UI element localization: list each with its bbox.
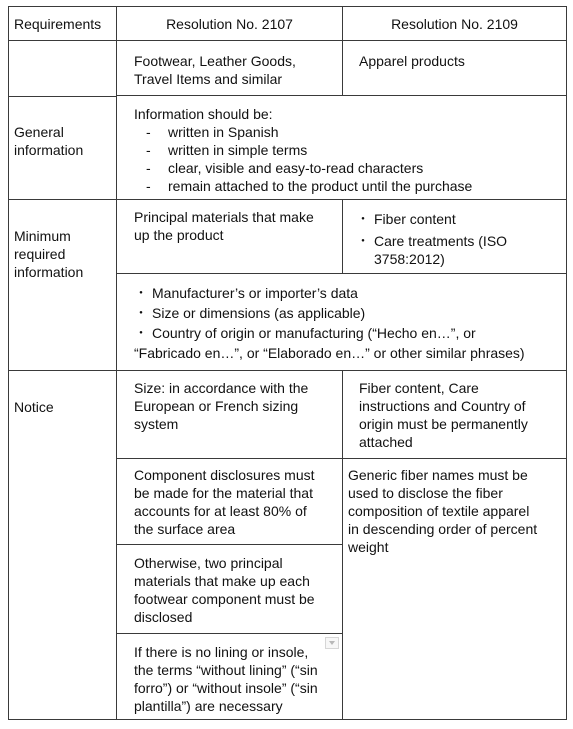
table-border-top <box>8 6 567 7</box>
minimum-shared-item-continued: “Fabricado en…”, or “Elaborado en…” or other similar phrases) <box>134 345 525 361</box>
notice-label: Notice <box>14 399 54 415</box>
notice-generic-line-5: weight <box>348 539 389 555</box>
notice-generic-line-2: used to disclose the fiber <box>348 485 503 501</box>
minimum-2107-line-2: up the product <box>134 227 224 243</box>
minimum-shared-list <box>134 284 476 342</box>
scope-2107-line-1: Footwear, Leather Goods, <box>134 53 296 69</box>
table-border-right <box>566 6 567 720</box>
minimum-shared-item: ・ Size or dimensions (as applicable) <box>134 304 476 324</box>
minimum-2109-item: ・ Fiber content <box>356 210 507 232</box>
general-label-line-1: General <box>14 124 64 140</box>
chevron-down-icon[interactable] <box>325 637 339 649</box>
column-divider-1 <box>116 6 117 720</box>
general-intro: Information should be: <box>134 106 273 122</box>
minimum-label-line-1: Minimum <box>14 228 71 244</box>
minimum-label-line-2: required <box>14 246 66 262</box>
minimum-2107-line-1: Principal materials that make <box>134 209 314 225</box>
notice-size-line-3: system <box>134 416 179 432</box>
notice-divider-3 <box>116 633 342 634</box>
minimum-label-line-3: information <box>14 264 84 280</box>
scope-2107-line-2: Travel Items and similar <box>134 71 283 87</box>
minimum-2109-list <box>356 210 507 268</box>
notice-component-line-3: accounts for at least 80% of <box>134 503 307 519</box>
general-label-line-2: information <box>14 142 84 158</box>
header-resolution-2107: Resolution No. 2107 <box>166 16 293 32</box>
notice-fiber-line-2: instructions and Country of <box>359 398 526 414</box>
header-resolution-2109: Resolution No. 2109 <box>391 16 518 32</box>
column-divider-2-notice <box>342 370 343 720</box>
notice-otherwise-line-4: disclosed <box>134 609 193 625</box>
table-border-left <box>8 6 9 720</box>
notice-component-line-4: the surface area <box>134 521 236 537</box>
notice-otherwise-line-3: footwear component must be <box>134 591 315 607</box>
notice-fiber-line-1: Fiber content, Care <box>359 380 479 396</box>
notice-component-line-2: be made for the material that <box>134 485 313 501</box>
notice-otherwise-line-2: materials that make up each <box>134 573 310 589</box>
header-requirements: Requirements <box>14 16 102 32</box>
notice-generic-line-1: Generic fiber names must be <box>348 467 528 483</box>
notice-component-line-1: Component disclosures must <box>134 467 315 483</box>
notice-fiber-line-4: attached <box>359 434 413 450</box>
column-divider-2-minimum <box>342 199 343 274</box>
notice-size-line-1: Size: in accordance with the <box>134 380 309 396</box>
notice-fiber-line-3: origin must be permanently <box>359 416 528 432</box>
notice-lining-line-1: If there is no lining or insole, <box>134 644 309 660</box>
notice-generic-line-3: composition of textile apparel <box>348 503 530 519</box>
scope-2109: Apparel products <box>359 53 465 69</box>
notice-divider-2 <box>116 544 342 545</box>
notice-lining-line-2: the terms “without lining” (“sin <box>134 662 318 678</box>
notice-otherwise-line-1: Otherwise, two principal <box>134 555 283 571</box>
minimum-shared-item: ・ Manufacturer’s or importer’s data <box>134 284 476 304</box>
general-item: - written in simple terms <box>134 141 472 159</box>
general-item: - remain attached to the product until the purchase <box>134 177 472 195</box>
header-divider <box>8 40 567 41</box>
table-border-bottom <box>8 719 567 720</box>
notice-lining-line-4: plantilla”) are necessary <box>134 698 283 714</box>
minimum-shared-item: ・ Country of origin or manufacturing (“Hecho en…”, or <box>134 324 476 342</box>
minimum-2109-item-continued: 3758:2012) <box>374 251 445 267</box>
minimum-row-divider <box>8 199 567 200</box>
notice-size-line-2: European or French sizing <box>134 398 299 414</box>
notice-lining-line-3: forro”) or “without insole” (“sin <box>134 680 318 696</box>
notice-row-divider <box>8 370 567 371</box>
minimum-2109-item: ・ Care treatments (ISO <box>356 232 507 250</box>
general-item: - clear, visible and easy-to-read characters <box>134 159 472 177</box>
notice-generic-line-4: in descending order of percent <box>348 521 538 537</box>
general-row-divider <box>8 96 116 97</box>
general-list <box>134 123 472 195</box>
general-item: - written in Spanish <box>134 123 472 141</box>
